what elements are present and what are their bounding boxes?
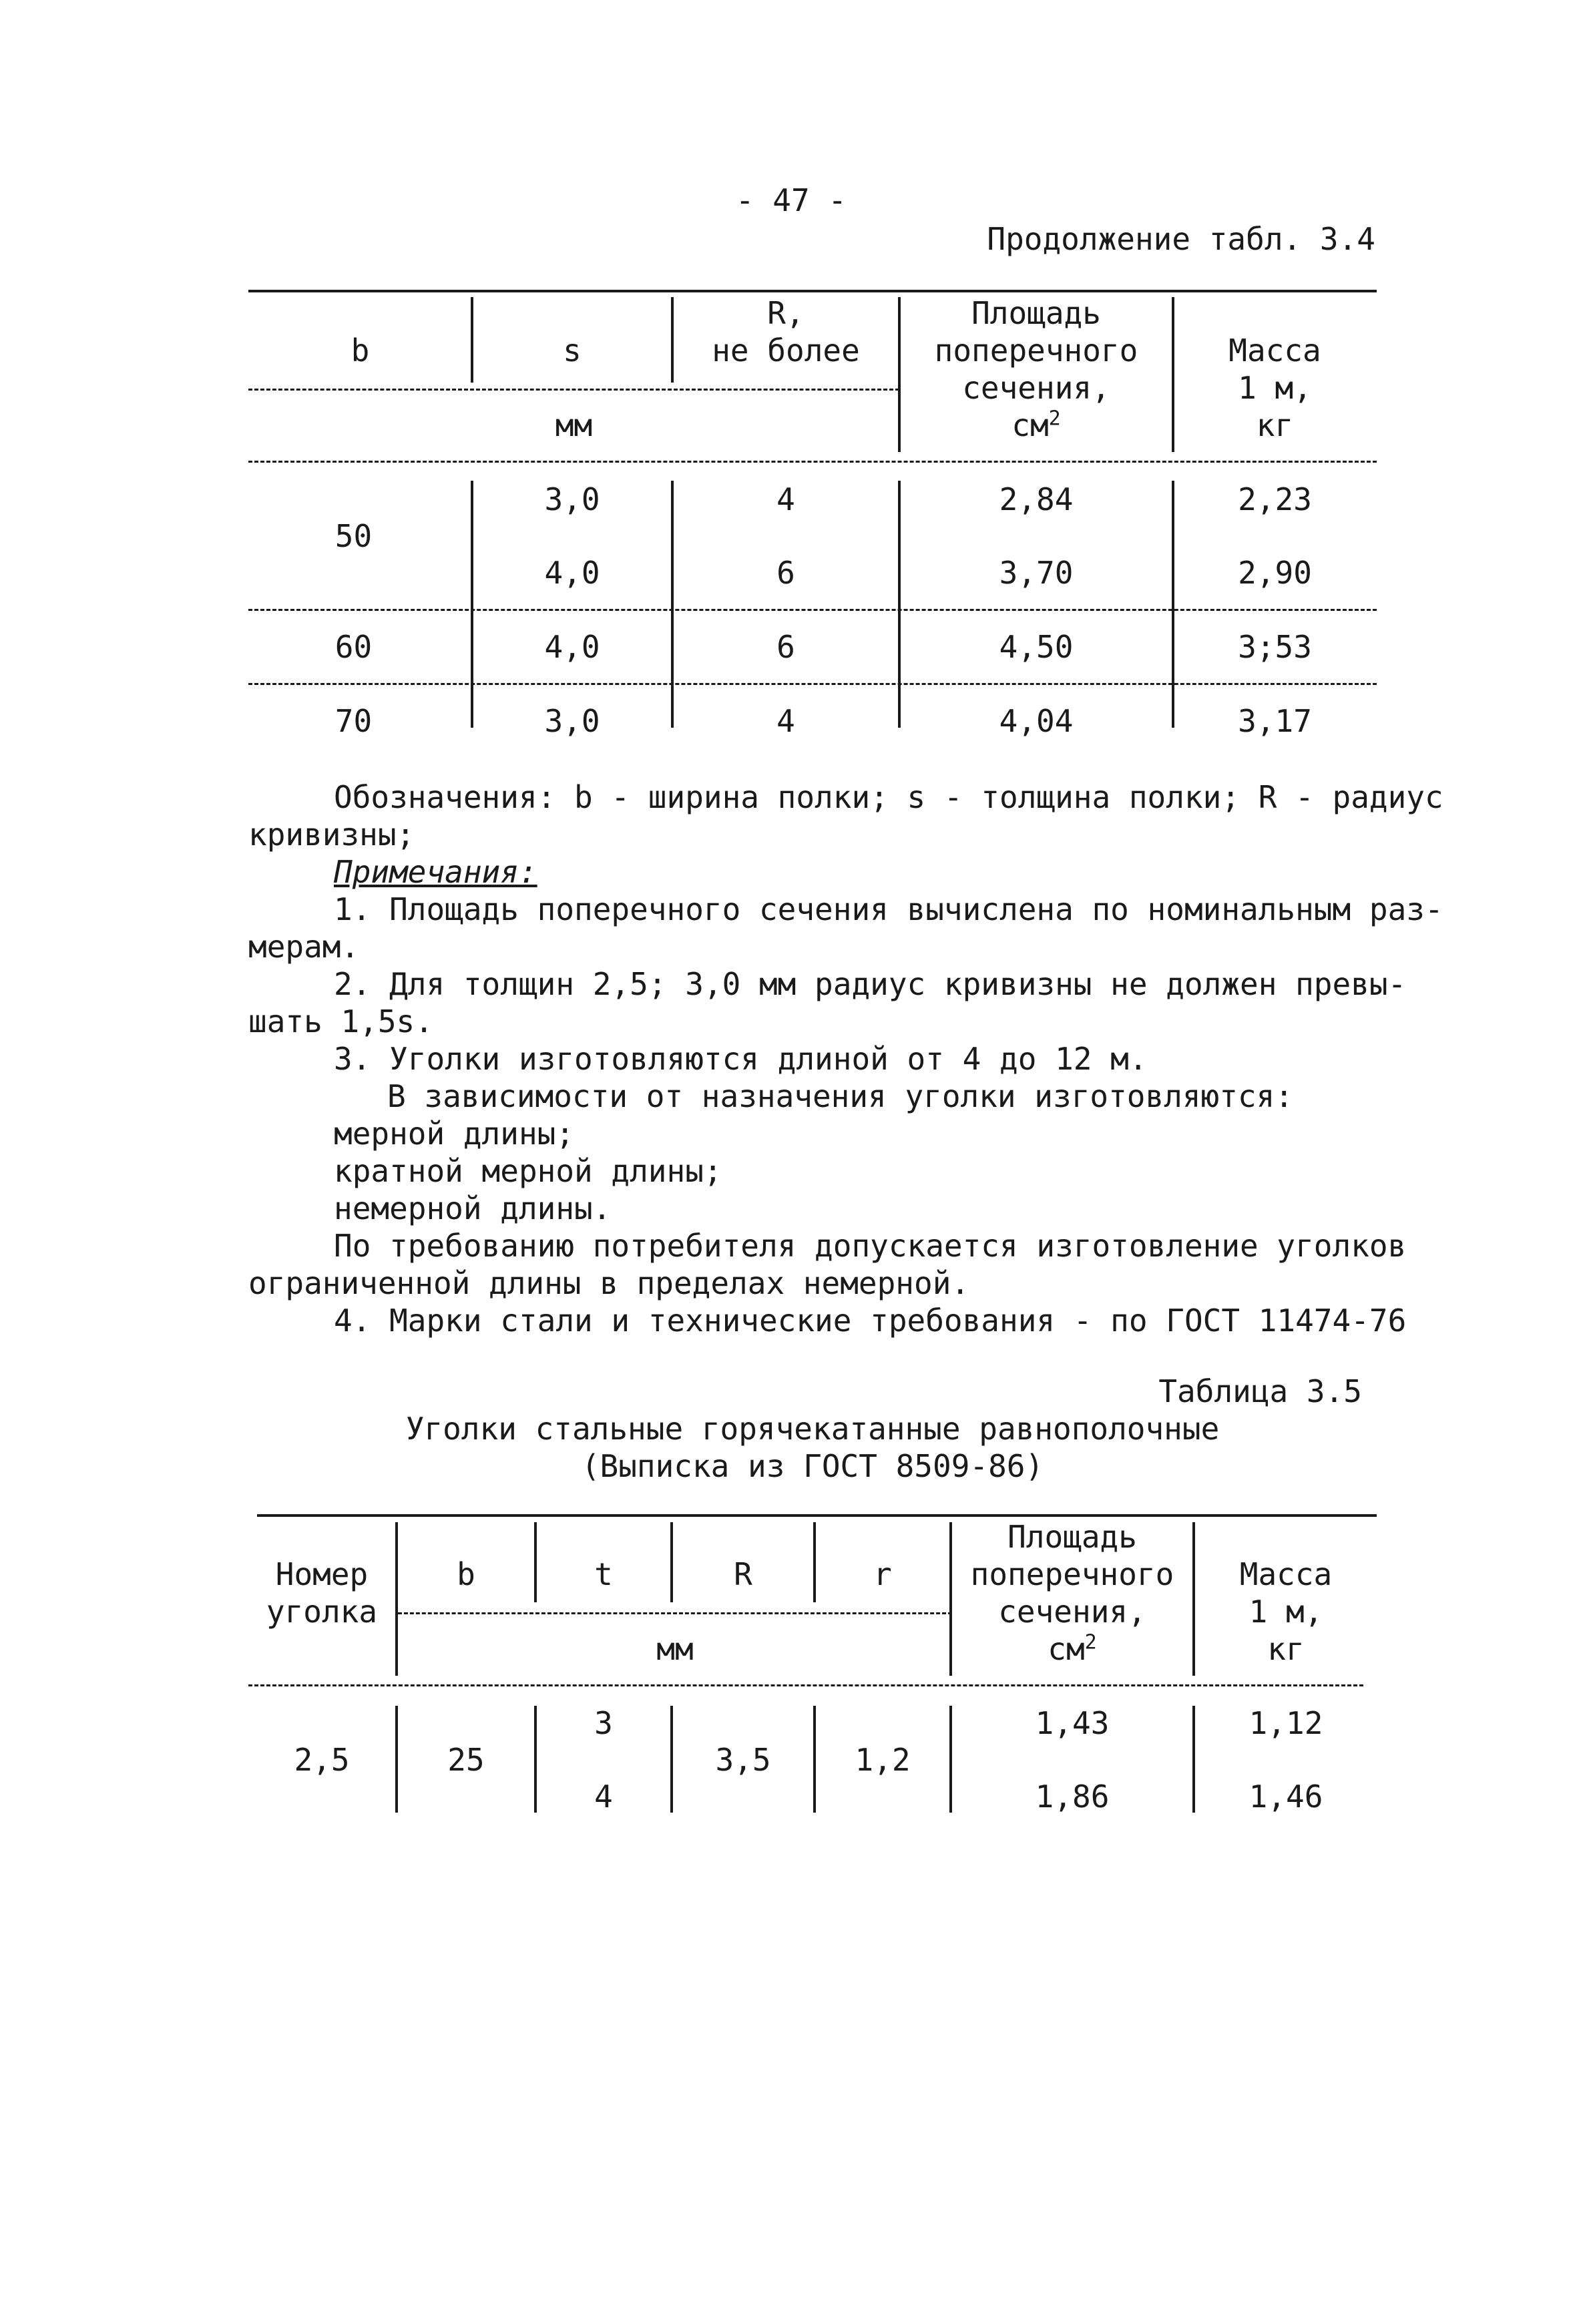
table-cell-mass: 1,12 [1249, 1705, 1323, 1741]
table-cell-s: 4,0 [544, 629, 600, 665]
col-header-mass-line1: Масса [1239, 1556, 1333, 1592]
col-header-number-line2: уголка [266, 1594, 378, 1630]
note-3: 3. Уголки изготовляются длиной от 4 до 12 м. [334, 1041, 1148, 1077]
table-subtitle: (Выписка из ГОСТ 8509-86) [581, 1448, 1044, 1484]
note-1-cont: мерам. [248, 929, 360, 965]
table-cell-b: 60 [334, 629, 373, 665]
remarks-title: Примечания: [334, 854, 537, 890]
table-title: Уголки стальные горячекатанные равнополочные [405, 1411, 1220, 1447]
col-header-r-line2: не более [712, 332, 860, 369]
col-sep [1192, 1522, 1195, 1676]
table-cell-s: 3,0 [544, 481, 600, 517]
table-cell-r: 4 [776, 481, 795, 517]
header-divider [248, 389, 899, 391]
col-header-b: b [457, 1556, 475, 1592]
table-continuation-label: Продолжение табл. 3.4 [987, 221, 1375, 257]
table-cell-r-big: 3,5 [715, 1742, 771, 1778]
col-header-mass-line2: 1 м, [1238, 370, 1312, 406]
col-header-mass-line2: 1 м, [1249, 1594, 1323, 1630]
col-header-area-line2: поперечного [970, 1556, 1174, 1592]
col-header-unit-mm: мм [656, 1631, 694, 1667]
col-header-s: s [563, 332, 582, 369]
table-cell-s: 3,0 [544, 703, 600, 739]
col-header-area-line2: поперечного [934, 332, 1138, 369]
col-sep [1172, 297, 1174, 452]
col-sep [395, 1522, 398, 1676]
table-cell-r: 6 [776, 555, 795, 591]
note-3-line: кратной мерной длины; [334, 1153, 722, 1189]
note-2: 2. Для толщин 2,5; 3,0 мм радиус кривизны не должен превы- [334, 966, 1407, 1002]
table-cell-mass: 3,17 [1238, 703, 1312, 739]
table-cell-t: 4 [594, 1779, 613, 1815]
col-sep [670, 1522, 673, 1602]
col-header-mass-line1: Масса [1228, 332, 1321, 369]
note-3-line: мерной длины; [334, 1116, 575, 1152]
col-header-number-line1: Номер [275, 1556, 369, 1592]
note-1: 1. Площадь поперечного сечения вычислена по номинальным раз- [334, 891, 1443, 927]
table-label: Таблица 3.5 [1158, 1373, 1362, 1409]
col-header-unit-mm: мм [555, 407, 593, 443]
col-header-area-line1: Площадь [1007, 1519, 1137, 1555]
table-cell-area: 4,50 [999, 629, 1074, 665]
col-header-area-unit: $см^2$ [1011, 407, 1061, 443]
col-header-r-big: R [734, 1556, 752, 1592]
row-divider [248, 683, 1377, 685]
col-header-b: b [351, 332, 370, 369]
col-header-area-unit: $см^2$ [1048, 1630, 1097, 1667]
remarks-title-row [0, 853, 1583, 891]
table-cell-r: 6 [776, 629, 795, 665]
col-header-mass-line3: кг [1256, 407, 1294, 443]
col-sep [671, 297, 674, 383]
col-header-area-line1: Площадь [971, 295, 1101, 331]
note-2-cont: шать 1,5s. [248, 1003, 433, 1039]
header-bottom-rule [248, 461, 1377, 463]
table-cell-number: 2,5 [294, 1742, 350, 1778]
table-cell-area: 1,86 [1035, 1779, 1110, 1815]
note-4: 4. Марки стали и технические требования - по ГОСТ 11474-76 [334, 1303, 1407, 1339]
table-cell-s: 4,0 [544, 555, 600, 591]
col-header-t: t [594, 1556, 613, 1592]
col-header-r-small: r [873, 1556, 892, 1592]
table-cell-mass: 1,46 [1249, 1779, 1323, 1815]
row-divider [248, 609, 1377, 611]
table-cell-area: 1,43 [1035, 1705, 1110, 1741]
page-number: - 47 - [735, 182, 847, 218]
designations-line: Обозначения: b - ширина полки; s - толщина полки; R - радиус [334, 779, 1443, 815]
table-cell-b: 70 [334, 703, 373, 739]
header-divider [398, 1612, 952, 1614]
table-cell-r: 4 [776, 703, 795, 739]
designations-line: кривизны; [248, 817, 415, 853]
col-sep [898, 297, 901, 452]
col-header-area-line3: сечения, [998, 1594, 1146, 1630]
note-3-line: немерной длины. [334, 1190, 612, 1226]
header-bottom-rule [248, 1684, 1363, 1686]
col-sep [471, 297, 473, 383]
col-sep [949, 1522, 952, 1676]
col-sep [534, 1522, 537, 1602]
table-top-rule [248, 290, 1377, 292]
table-cell-area: 4,04 [999, 703, 1074, 739]
table-cell-b: 25 [447, 1742, 485, 1778]
table-cell-b: 50 [334, 518, 373, 554]
table-cell-r-small: 1,2 [855, 1742, 911, 1778]
col-header-area-line3: сечения, [962, 370, 1110, 406]
note-3-line: По требованию потребителя допускается изготовление уголков [334, 1228, 1407, 1264]
note-3-line: ограниченной длины в пределах немерной. [248, 1265, 970, 1301]
table-cell-mass: 3;53 [1238, 629, 1312, 665]
col-header-r-line1: R, [767, 295, 805, 331]
table-cell-area: 2,84 [999, 481, 1074, 517]
table-cell-mass: 2,23 [1238, 481, 1312, 517]
col-sep [813, 1522, 816, 1602]
table-cell-t: 3 [594, 1705, 613, 1741]
table-cell-mass: 2,90 [1238, 555, 1312, 591]
table-top-rule [257, 1514, 1377, 1517]
table-cell-area: 3,70 [999, 555, 1074, 591]
col-header-mass-line3: кг [1267, 1631, 1305, 1667]
note-3-line: В зависимости от назначения уголки изготовляются: [387, 1078, 1294, 1114]
